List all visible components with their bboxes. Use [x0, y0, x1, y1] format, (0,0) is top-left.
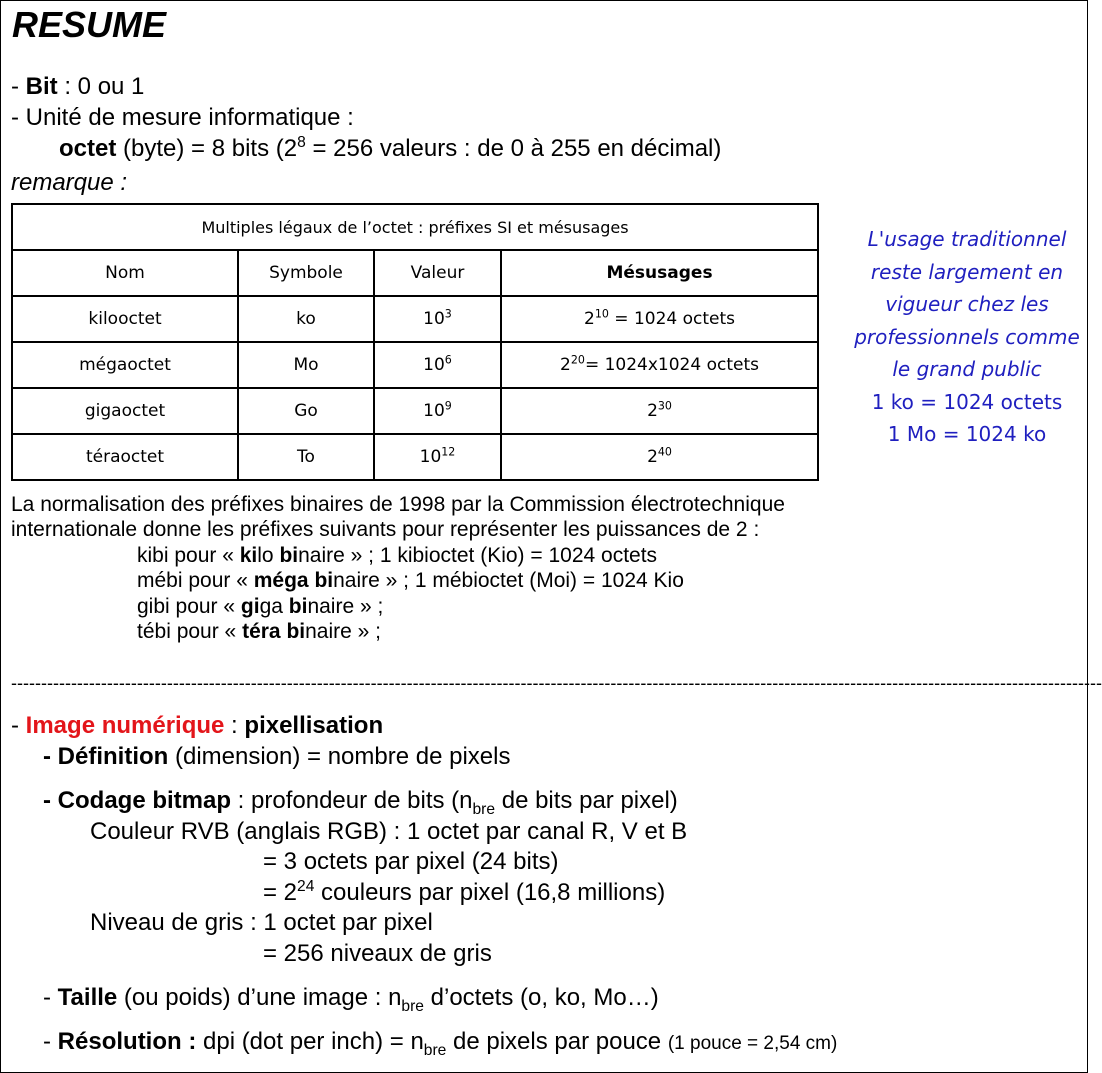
rvb-line: = $2^{24}$ couleurs par pixel (16,8 millions) [263, 878, 666, 906]
side-note-line: vigueur chez les [885, 292, 1049, 316]
cell-valeur: $10^9$ [374, 388, 501, 434]
cell-valeur: $10^{12}$ [374, 434, 501, 480]
norm-line: La normalisation des préfixes binaires de 1998 par la Commission électrotechnique [11, 493, 785, 516]
header-nom: Nom [12, 250, 238, 296]
side-note [843, 223, 1091, 451]
header-symbole: Symbole [238, 250, 374, 296]
gris-line: Niveau de gris : 1 octet par pixel [90, 909, 433, 936]
table-row [12, 388, 818, 434]
side-note-line: 1 Mo = 1024 ko [887, 422, 1047, 446]
table-header-row [12, 250, 818, 296]
octet-label: octet [59, 135, 117, 162]
rvb-line: = 3 octets par pixel (24 bits) [263, 848, 559, 875]
image-numerique-label: Image numérique [25, 712, 225, 739]
side-note-line: L'usage traditionnel [867, 227, 1067, 251]
dashed-divider: -------------------------------------------------------------------------------------------------------------------------------------------------------------------------------------- [11, 673, 1102, 693]
gris-line: = 256 niveaux de gris [263, 940, 492, 967]
bit-label: Bit [25, 73, 58, 100]
cell-symbole: To [238, 434, 374, 480]
cell-valeur: $10^3$ [374, 296, 501, 342]
cell-mesusage: $2^{20}= 1024x1024$ octets [501, 342, 818, 388]
bit-line: - Bit : 0 ou 1 [11, 73, 145, 100]
cell-symbole: Mo [238, 342, 374, 388]
header-mesusages: Mésusages [501, 250, 818, 296]
header-valeur: Valeur [374, 250, 501, 296]
rvb-line: Couleur RVB (anglais RGB) : 1 octet par canal R, V et B [90, 818, 688, 845]
pixellisation-label: pixellisation [244, 712, 384, 739]
cell-mesusage: $2^{40}$ [501, 434, 818, 480]
prefix-item: kibi pour « kilo binaire » ; 1 kibioctet (Kio) = 1024 octets [137, 544, 658, 567]
cell-nom: téraoctet [12, 434, 238, 480]
table-row [12, 342, 818, 388]
norm-line: internationale donne les préfixes suivants pour représenter les puissances de 2 : [11, 518, 760, 541]
cell-nom: kilooctet [12, 296, 238, 342]
codage-line: - Codage bitmap : profondeur de bits ($n_{bre}$ de bits par pixel) [43, 787, 678, 818]
table-row [12, 296, 818, 342]
image-heading: - Image numérique : pixellisation [11, 712, 384, 739]
cell-symbole: ko [238, 296, 374, 342]
page-title: RESUME [12, 4, 167, 45]
cell-nom: gigaoctet [12, 388, 238, 434]
side-note-line: 1 ko = 1024 octets [871, 389, 1063, 414]
unit-line: - Unité de mesure informatique : [11, 104, 354, 131]
prefix-item: mébi pour « méga binaire » ; 1 mébioctet (Moi) = 1024 Kio [137, 569, 684, 592]
side-note-line: le grand public [892, 357, 1042, 381]
side-note-line: professionnels comme [854, 324, 1080, 349]
table-caption: Multiples légaux de l’octet : préfixes SI et mésusages [12, 204, 818, 250]
si-prefixes-table [11, 203, 819, 481]
cell-valeur: $10^6$ [374, 342, 501, 388]
side-note-line: reste largement en [870, 259, 1064, 284]
octet-line: octet (byte) = 8 bits ($2^8 = 256$ valeurs : de 0 à 255 en décimal) [59, 134, 722, 162]
table-row [12, 434, 818, 480]
cell-symbole: Go [238, 388, 374, 434]
cell-nom: mégaoctet [12, 342, 238, 388]
cell-mesusage: $2^{10} = 1024$ octets [501, 296, 818, 342]
table-caption-row [12, 204, 818, 250]
cell-mesusage: $2^{30}$ [501, 388, 818, 434]
prefix-item: gibi pour « giga binaire » ; [137, 595, 384, 618]
remarque-label: remarque : [11, 169, 128, 196]
taille-line: - Taille (ou poids) d’une image : $n_{bre}$ d’octets (o, ko, Mo…) [43, 984, 659, 1015]
definition-line: - Définition (dimension) = nombre de pixels [43, 743, 511, 770]
resolution-line: - Résolution : dpi (dot per inch) = $n_{bre}$ de pixels par pouce (1 pouce = 2,54 cm) [43, 1028, 838, 1059]
prefix-item: tébi pour « téra binaire » ; [137, 620, 382, 643]
